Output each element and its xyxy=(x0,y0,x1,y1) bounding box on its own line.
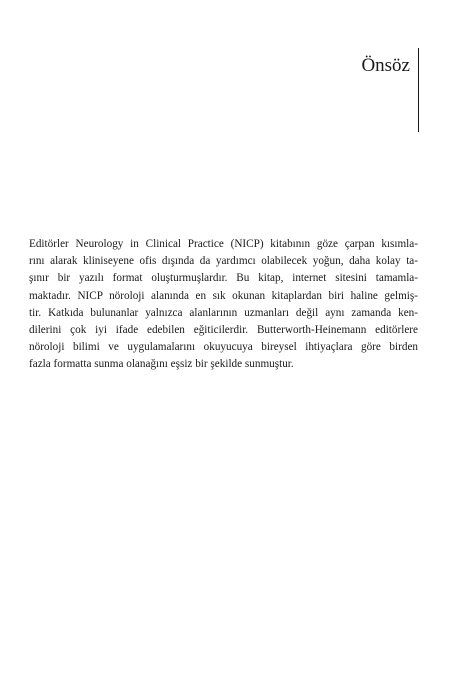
paragraph-line: şınır bir yazılı format oluşturmuşlardır. Bu kitap, internet sitesini tamamla- xyxy=(29,272,418,285)
body-paragraph xyxy=(29,236,418,374)
paragraph-line: rını alarak kliniseyene ofis dışında da yardımcı olabilecek yoğun, daha kolay ta- xyxy=(29,255,418,268)
paragraph-line: Editörler Neurology in Clinical Practice (NICP) kitabının göze çarpan kısımla- xyxy=(29,238,418,250)
page-heading-block xyxy=(361,48,419,132)
paragraph-line: fazla formatta sunma olanağını eşsiz bir şekilde sunmuştur. xyxy=(29,358,294,371)
paragraph-line: dilerini çok iyi ifade edebilen eğiticilerdir. Butterworth-Heinemann editörlere xyxy=(29,324,418,337)
paragraph-line: tir. Katkıda bulunanlar yalnızca alanlarının uzmanları değil aynı zamanda ken- xyxy=(29,306,418,319)
paragraph-line: nöroloji bilimi ve uygulamalarını okuyucuya bireysel ihtiyaçlara göre birden xyxy=(29,341,418,354)
paragraph-line: maktadır. NICP nöroloji alanında en sık okunan kitaplardan biri haline gelmiş- xyxy=(29,289,418,302)
page-title: Önsöz xyxy=(361,55,410,76)
